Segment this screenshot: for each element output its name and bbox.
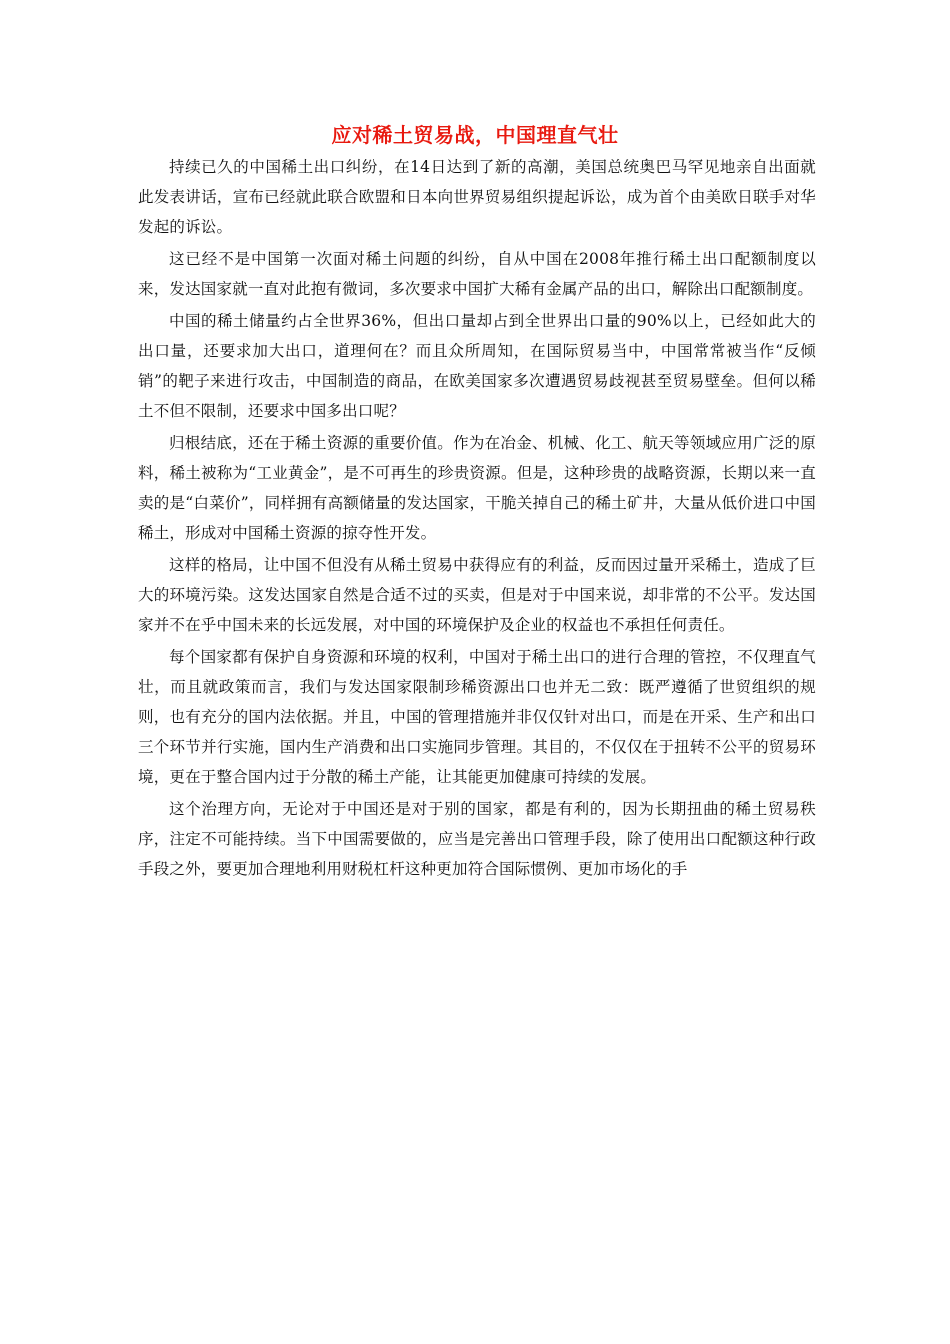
document-title: 应对稀土贸易战，中国理直气壮 (331, 123, 619, 147)
paragraph: 归根结底，还在于稀土资源的重要价值。作为在冶金、机械、化工、航天等领域应用广泛的原料，稀土被称为“工业黄金”，是不可再生的珍贵资源。但是，这种珍贵的战略资源，长期以来一直卖的是“白菜价”，同样拥有高额储量的发达国家，干脆关掉自己的稀土矿井，大量从低价进口中国稀土，形成对中国稀土资源的掠夺性开发。 (138, 434, 816, 542)
paragraph: 持续已久的中国稀土出口纠纷，在14日达到了新的高潮，美国总统奥巴马罕见地亲自出面就此发表讲话，宣布已经就此联合欧盟和日本向世界贸易组织提起诉讼，成为首个由美欧日联手对华发起的诉讼。 (138, 158, 816, 236)
paragraph: 这样的格局，让中国不但没有从稀土贸易中获得应有的利益，反而因过量开采稀土，造成了巨大的环境污染。这发达国家自然是合适不过的买卖，但是对于中国来说，却非常的不公平。发达国家并不在乎中国未来的长远发展，对中国的环境保护及企业的权益也不承担任何责任。 (138, 556, 816, 634)
paragraph: 中国的稀土储量约占全世界36%，但出口量却占到全世界出口量的90%以上，已经如此大的出口量，还要求加大出口，道理何在？而且众所周知，在国际贸易当中，中国常常被当作“反倾销”的靶子来进行攻击，中国制造的商品，在欧美国家多次遭遇贸易歧视甚至贸易壁垒。但何以稀土不但不限制，还要求中国多出口呢？ (138, 312, 816, 420)
paragraph: 这已经不是中国第一次面对稀土问题的纠纷，自从中国在2008年推行稀土出口配额制度以来，发达国家就一直对此抱有微词，多次要求中国扩大稀有金属产品的出口，解除出口配额制度。 (138, 250, 816, 298)
paragraph: 这个治理方向，无论对于中国还是对于别的国家，都是有利的，因为长期扭曲的稀土贸易秩序，注定不可能持续。当下中国需要做的，应当是完善出口管理手段，除了使用出口配额这种行政手段之外，要更加合理地利用财税杠杆这种更加符合国际惯例、更加市场化的手 (138, 800, 816, 878)
document-body (138, 152, 816, 886)
paragraph: 每个国家都有保护自身资源和环境的权利，中国对于稀土出口的进行合理的管控，不仅理直气壮，而且就政策而言，我们与发达国家限制珍稀资源出口也并无二致：既严遵循了世贸组织的规则，也有充分的国内法依据。并且，中国的管理措施并非仅仅针对出口，而是在开采、生产和出口三个环节并行实施，国内生产消费和出口实施同步管理。其目的，不仅仅在于扭转不公平的贸易环境，更在于整合国内过于分散的稀土产能，让其能更加健康可持续的发展。 (138, 648, 816, 786)
